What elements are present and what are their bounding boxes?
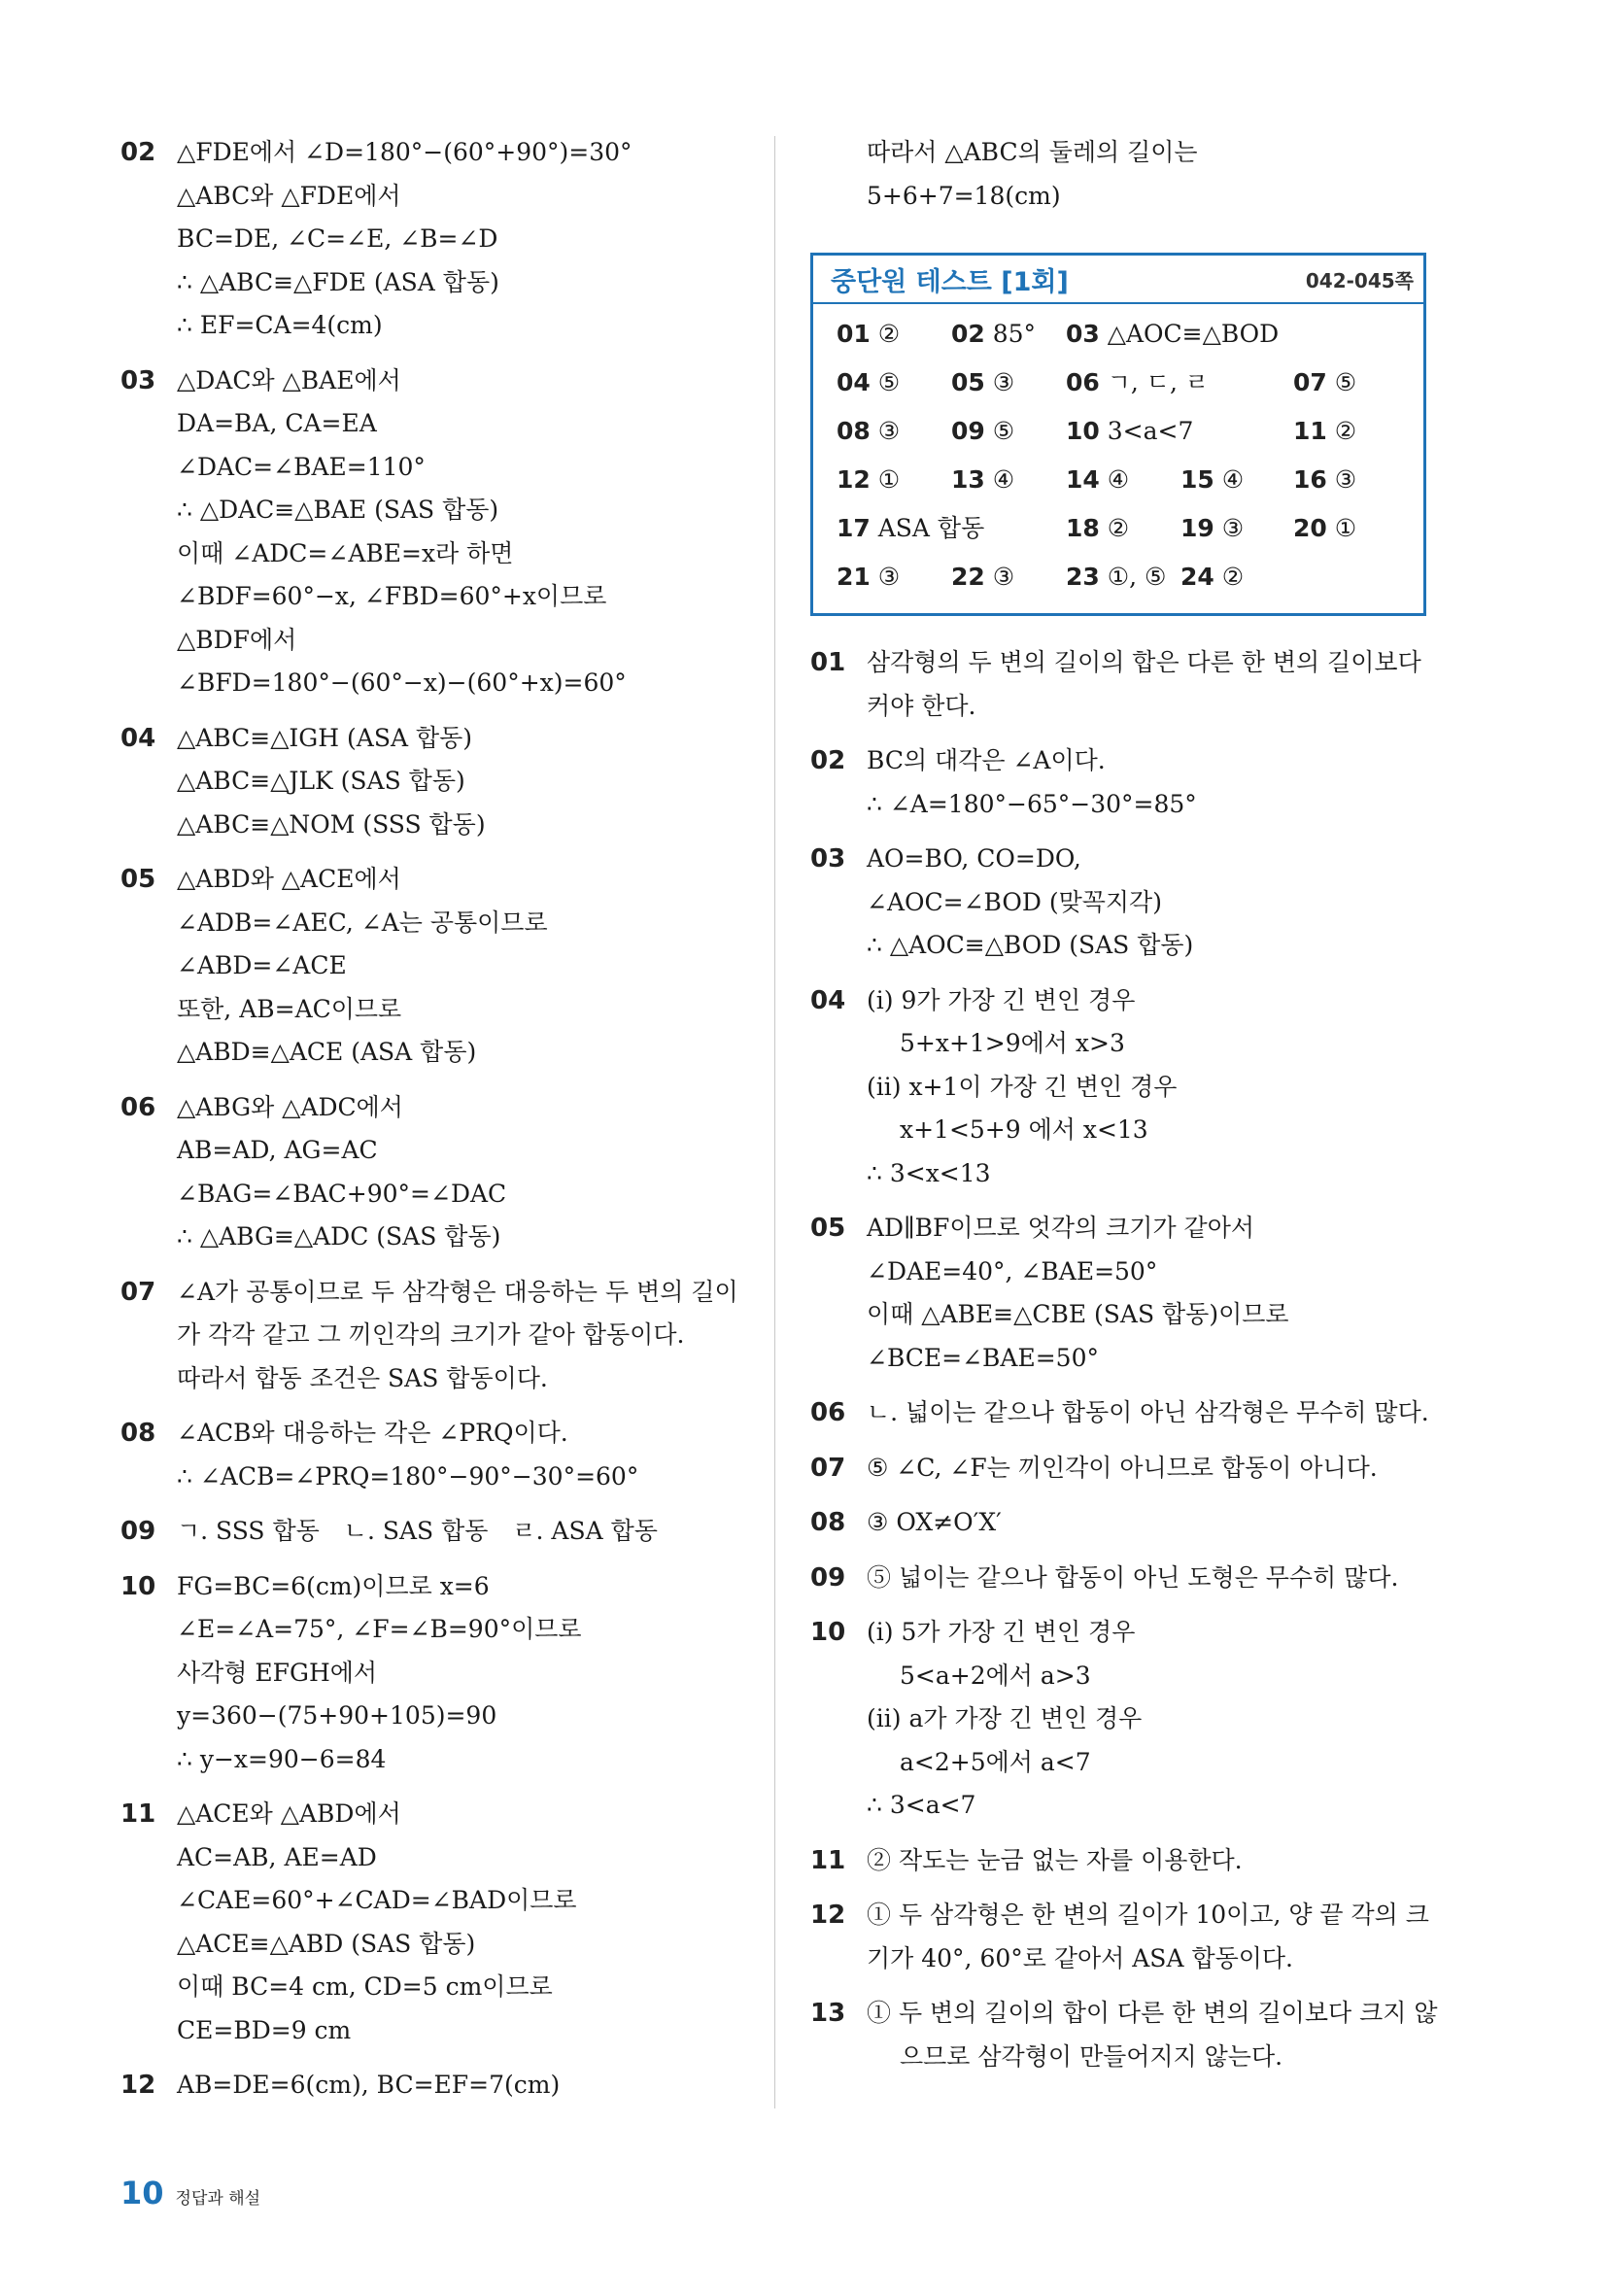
- solution-line: ∴ EF=CA=4(cm): [177, 311, 383, 339]
- page-number: 10: [120, 2175, 164, 2211]
- solution-line: ∠BAG=∠BAC+90°=∠DAC: [177, 1179, 507, 1208]
- answer-item: 24 ②: [1180, 563, 1245, 591]
- problem-number: 09: [120, 1517, 156, 1546]
- answer-item: 19 ③: [1180, 514, 1245, 542]
- test-solution-09: [810, 1557, 1432, 1600]
- solution-line: ① 두 삼각형은 한 변의 길이가 10이고, 양 끝 각의 크: [867, 1901, 1429, 1929]
- right-column: [810, 131, 1438, 2090]
- problem-number: 02: [120, 138, 156, 167]
- solution-02: [120, 131, 742, 348]
- problem-number: 08: [810, 1508, 846, 1537]
- solution-line: AC=AB, AE=AD: [177, 1842, 377, 1871]
- solution-line: FG=BC=6(cm)이므로 x=6: [177, 1571, 490, 1600]
- test-solution-11: [810, 1839, 1432, 1883]
- solution-06: [120, 1086, 742, 1259]
- solution-line: 5<a+2에서 a>3: [900, 1661, 1091, 1690]
- solution-line: ① 두 변의 길이의 합이 다른 한 변의 길이보다 크지 않: [867, 1999, 1438, 2027]
- solution-line: △ABC와 △FDE에서: [177, 181, 401, 210]
- solution-line: ∠DAC=∠BAE=110°: [177, 452, 426, 481]
- test-solution-07: [810, 1447, 1432, 1491]
- test-solution-04: [810, 979, 1432, 1196]
- problem-number: 07: [120, 1277, 156, 1307]
- answer-item: 03 △AOC≡△BOD: [1066, 320, 1280, 348]
- solution-line: △ACE≡△ABD (SAS 합동): [177, 1929, 476, 1958]
- solution-12: [120, 2064, 742, 2108]
- solution-line: (ⅱ) a가 가장 긴 변인 경우: [867, 1704, 1143, 1732]
- problem-number: 10: [810, 1618, 846, 1647]
- solution-line: 커야 한다.: [867, 691, 976, 720]
- solution-line: ∠CAE=60°+∠CAD=∠BAD이므로: [177, 1886, 577, 1914]
- answer-item: 13 ④: [951, 465, 1015, 494]
- solution-line: ∠E=∠A=75°, ∠F=∠B=90°이므로: [177, 1615, 582, 1643]
- solution-line: 이때 BC=4 cm, CD=5 cm이므로: [177, 1972, 553, 2001]
- solution-07: [120, 1271, 742, 1401]
- solution-12-continued: [810, 131, 1432, 218]
- solution-line: BC의 대각은 ∠A이다.: [867, 746, 1106, 774]
- solution-line: ∴ ∠A=180°−65°−30°=85°: [867, 789, 1197, 818]
- solution-line: BC=DE, ∠C=∠E, ∠B=∠D: [177, 224, 498, 253]
- solution-line: y=360−(75+90+105)=90: [177, 1701, 497, 1730]
- solution-line: 으므로 삼각형이 만들어지지 않는다.: [900, 2041, 1283, 2071]
- left-column: [120, 131, 742, 2119]
- solution-line: ∠A가 공통이므로 두 삼각형은 대응하는 두 변의 길이: [177, 1277, 738, 1306]
- answer-item: 09 ⑤: [951, 417, 1015, 445]
- answer-item: 10 3<a<7: [1066, 417, 1194, 445]
- solution-line: (ⅰ) 9가 가장 긴 변인 경우: [867, 985, 1136, 1014]
- problem-number: 11: [120, 1799, 156, 1829]
- solution-04: [120, 717, 742, 847]
- problem-number: 10: [120, 1571, 156, 1601]
- solution-line: 기가 40°, 60°로 같아서 ASA 합동이다.: [867, 1943, 1293, 1972]
- test-solution-03: [810, 838, 1432, 968]
- solution-line: ∴ △ABC≡△FDE (ASA 합동): [177, 267, 499, 296]
- answer-item: 05 ③: [951, 368, 1015, 396]
- problem-number: 04: [120, 723, 156, 753]
- solution-line: ③ OX≠O′X′: [867, 1508, 1002, 1536]
- test-solution-08: [810, 1501, 1432, 1545]
- solution-line: AB=DE=6(cm), BC=EF=7(cm): [177, 2071, 561, 2099]
- solution-line: ∴ ∠ACB=∠PRQ=180°−90°−30°=60°: [177, 1461, 639, 1491]
- solution-line: ㄱ. SSS 합동 ㄴ. SAS 합동 ㄹ. ASA 합동: [177, 1517, 658, 1545]
- solution-line: △BDF에서: [177, 625, 297, 654]
- solution-03: [120, 360, 742, 705]
- answer-item: 20 ①: [1293, 514, 1357, 542]
- problem-number: 05: [120, 865, 156, 894]
- solution-line: 5+x+1>9에서 x>3: [900, 1029, 1125, 1057]
- problem-number: 06: [810, 1398, 846, 1427]
- solution-line: △ABC≡△NOM (SSS 합동): [177, 809, 486, 839]
- solution-line: △ABC≡△JLK (SAS 합동): [177, 767, 465, 795]
- problem-number: 11: [810, 1845, 846, 1875]
- problem-number: 07: [810, 1453, 846, 1483]
- solution-line: a<2+5에서 a<7: [900, 1747, 1091, 1776]
- answer-item: 21 ③: [837, 563, 901, 591]
- solution-line: 이때 △ABE≡△CBE (SAS 합동)이므로: [867, 1300, 1289, 1328]
- problem-number: 12: [120, 2071, 156, 2100]
- test-solution-02: [810, 739, 1432, 826]
- solution-line: 따라서 합동 조건은 SAS 합동이다.: [177, 1363, 548, 1392]
- solution-line: AB=AD, AG=AC: [177, 1136, 378, 1164]
- test-answer-box: [810, 253, 1426, 616]
- test-header: [813, 256, 1423, 304]
- problem-number: 06: [120, 1092, 156, 1122]
- solution-line: △ABD≡△ACE (ASA 합동): [177, 1038, 477, 1066]
- problem-number: 05: [810, 1214, 846, 1243]
- test-pages: 042-045쪽: [1305, 268, 1414, 292]
- solution-line: ⑤ 넓이는 같으나 합동이 아닌 도형은 무수히 많다.: [867, 1562, 1399, 1592]
- solution-line: 사각형 EFGH에서: [177, 1658, 378, 1687]
- answer-item: 07 ⑤: [1293, 368, 1357, 396]
- solution-line: AO=BO, CO=DO,: [867, 844, 1081, 873]
- solution-line: ∠ACB와 대응하는 각은 ∠PRQ이다.: [177, 1419, 568, 1447]
- solution-line: 따라서 △ABC의 둘레의 길이는: [867, 138, 1198, 166]
- solution-line: (ⅰ) 5가 가장 긴 변인 경우: [867, 1618, 1136, 1646]
- test-solution-13: [810, 1992, 1438, 2078]
- solution-line: ∴ △ABG≡△ADC (SAS 합동): [177, 1222, 501, 1251]
- problem-number: 04: [810, 985, 846, 1015]
- solution-line: ∠AOC=∠BOD (맞꼭지각): [867, 887, 1162, 916]
- solution-line: ∠ABD=∠ACE: [177, 951, 347, 979]
- problem-number: 13: [810, 1999, 846, 2028]
- page-footer: [120, 2175, 260, 2211]
- problem-number: 12: [810, 1901, 846, 1930]
- solution-line: DA=BA, CA=EA: [177, 409, 377, 437]
- footer-label: 정답과 해설: [175, 2189, 261, 2209]
- test-solution-01: [810, 641, 1432, 728]
- solution-line: ∠BDF=60°−x, ∠FBD=60°+x이므로: [177, 582, 607, 610]
- solution-line: 5+6+7=18(cm): [867, 181, 1061, 210]
- problem-number: 09: [810, 1562, 846, 1593]
- answer-grid: [813, 304, 1423, 613]
- solution-line: ② 작도는 눈금 없는 자를 이용한다.: [867, 1845, 1243, 1874]
- answer-item: 08 ③: [837, 417, 901, 445]
- answer-item: 15 ④: [1180, 465, 1245, 494]
- solution-line: ⑤ ∠C, ∠F는 끼인각이 아니므로 합동이 아니다.: [867, 1453, 1378, 1482]
- solution-line: CE=BD=9 cm: [177, 2015, 352, 2044]
- answer-item: 06 ㄱ, ㄷ, ㄹ: [1066, 368, 1209, 396]
- answer-item: 11 ②: [1293, 417, 1357, 445]
- solution-line: ∠ADB=∠AEC, ∠A는 공통이므로: [177, 908, 548, 937]
- solution-line: △ACE와 △ABD에서: [177, 1799, 401, 1828]
- solution-11: [120, 1793, 742, 2052]
- solution-line: △FDE에서 ∠D=180°−(60°+90°)=30°: [177, 138, 633, 166]
- solution-line: ∴ 3<x<13: [867, 1158, 991, 1187]
- test-solution-12: [810, 1894, 1432, 1980]
- answer-item: 17 ASA 합동: [837, 514, 985, 542]
- answer-item: 22 ③: [951, 563, 1015, 591]
- solution-line: ∴ y−x=90−6=84: [177, 1744, 387, 1773]
- solution-09: [120, 1510, 742, 1554]
- solution-line: ∴ 3<a<7: [867, 1791, 976, 1819]
- solution-05: [120, 858, 742, 1075]
- problem-number: 02: [810, 746, 846, 775]
- solution-line: ∠DAE=40°, ∠BAE=50°: [867, 1256, 1158, 1285]
- problem-number: 01: [810, 648, 846, 677]
- solution-line: △ABD와 △ACE에서: [177, 865, 401, 893]
- solution-line: ㄴ. 넓이는 같으나 합동이 아닌 삼각형은 무수히 많다.: [867, 1398, 1429, 1426]
- answer-item: 01 ②: [837, 320, 901, 348]
- problem-number: 03: [810, 844, 846, 874]
- test-solution-06: [810, 1391, 1432, 1435]
- solution-line: (ⅱ) x+1이 가장 긴 변인 경우: [867, 1072, 1178, 1101]
- answer-item: 23 ①, ⑤: [1066, 563, 1167, 591]
- problem-number: 03: [120, 365, 156, 395]
- test-solution-10: [810, 1611, 1432, 1828]
- answer-item: 02 85°: [951, 320, 1037, 348]
- solution-line: x+1<5+9 에서 x<13: [900, 1115, 1148, 1144]
- solution-line: AD∥BF이므로 엇각의 크기가 같아서: [867, 1214, 1255, 1242]
- solution-line: ∠BFD=180°−(60°−x)−(60°+x)=60°: [177, 668, 627, 697]
- solution-line: 이때 ∠ADC=∠ABE=x라 하면: [177, 538, 514, 567]
- answer-item: 14 ④: [1066, 465, 1130, 494]
- test-solution-05: [810, 1207, 1432, 1380]
- problem-number: 08: [120, 1419, 156, 1448]
- solution-line: △DAC와 △BAE에서: [177, 365, 401, 394]
- solution-line: ∴ △AOC≡△BOD (SAS 합동): [867, 931, 1194, 959]
- answer-item: 12 ①: [837, 465, 901, 494]
- solution-line: △ABG와 △ADC에서: [177, 1092, 403, 1121]
- solution-line: △ABC≡△IGH (ASA 합동): [177, 723, 473, 752]
- solution-line: 삼각형의 두 변의 길이의 합은 다른 한 변의 길이보다: [867, 648, 1421, 676]
- solution-line: 또한, AB=AC이므로: [177, 994, 402, 1023]
- answer-item: 04 ⑤: [837, 368, 901, 396]
- solution-line: ∠BCE=∠BAE=50°: [867, 1343, 1099, 1372]
- answer-item: 16 ③: [1293, 465, 1357, 494]
- solution-10: [120, 1565, 742, 1782]
- solution-08: [120, 1412, 742, 1498]
- answer-item: 18 ②: [1066, 514, 1130, 542]
- column-divider: [774, 136, 775, 2108]
- test-title: 중단원 테스트 [1회]: [831, 266, 1069, 297]
- solution-line: ∴ △DAC≡△BAE (SAS 합동): [177, 496, 499, 524]
- solution-line: 가 각각 같고 그 끼인각의 크기가 같아 합동이다.: [177, 1320, 685, 1349]
